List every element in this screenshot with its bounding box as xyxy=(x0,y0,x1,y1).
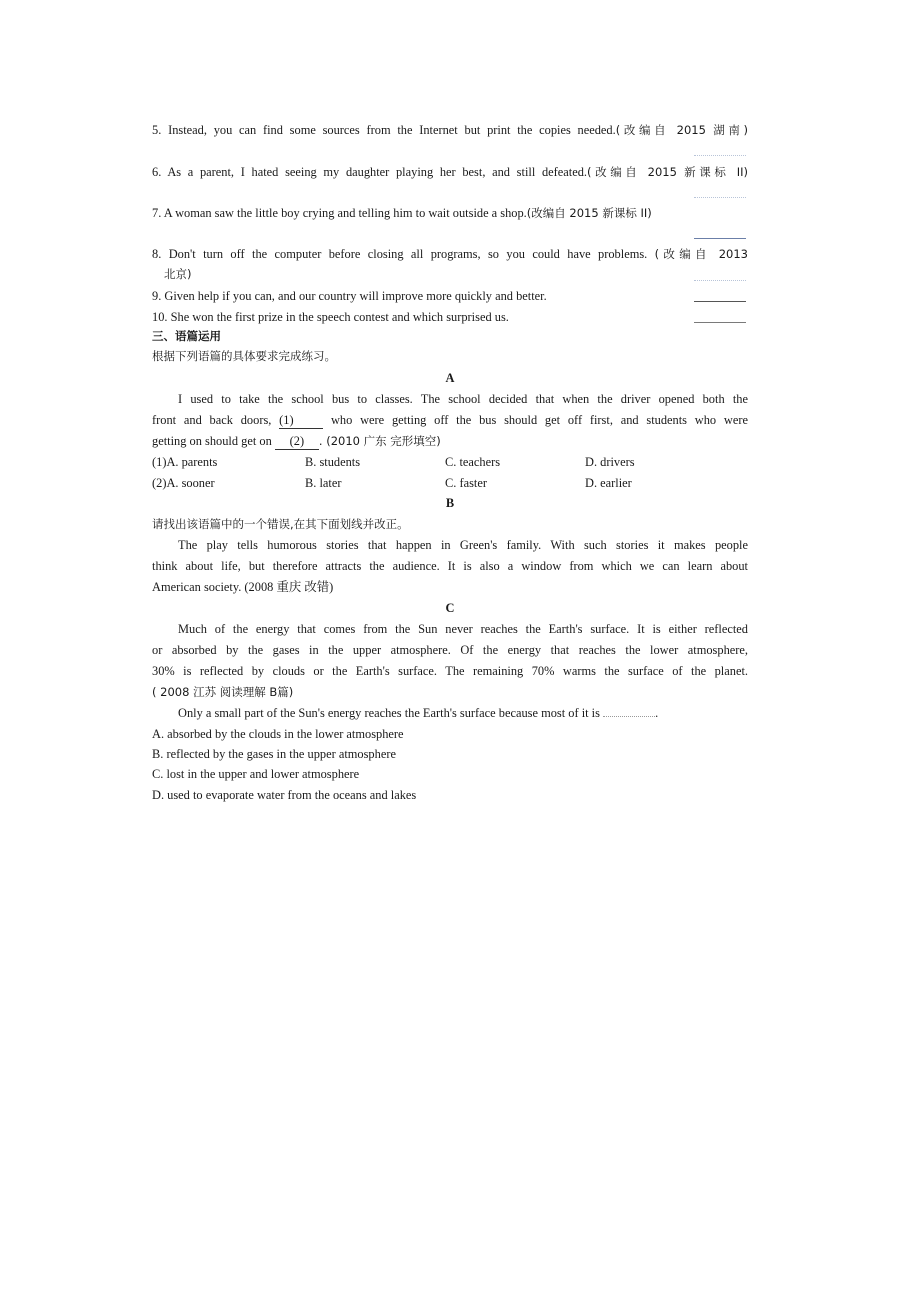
passage-a-line: I used to take the school bus to classes. The school decided that when the driver opened both the xyxy=(178,392,748,406)
item-5 xyxy=(152,122,748,138)
item-source: (改编自 2015 新课标 II) xyxy=(526,206,652,220)
passage-c-line: or absorbed by the gases in the upper atmosphere. Of the energy that reaches the lower atmosphere, xyxy=(152,643,748,657)
option[interactable]: C. teachers xyxy=(445,455,501,469)
passage-c-question xyxy=(178,705,748,721)
item-text: Instead, you can find some sources from the Internet but print the copies needed. xyxy=(168,123,616,137)
option-b[interactable]: B. reflected by the gases in the upper atmosphere xyxy=(152,747,396,761)
option[interactable]: D. earlier xyxy=(585,476,632,490)
answer-blank-5[interactable] xyxy=(694,155,746,156)
item-text: As a parent, I hated seeing my daughter playing her best, and still defeated. xyxy=(167,165,588,179)
item-text: A woman saw the little boy crying and telling him to wait outside a shop. xyxy=(163,206,527,220)
blank-label: (2) xyxy=(289,434,305,448)
item-number: 9. xyxy=(152,289,162,303)
passage-b-instruction: 请找出该语篇中的一个错误,在其下面划线并改正。 xyxy=(152,517,409,531)
item-text: She won the first prize in the speech contest and which surprised us. xyxy=(170,310,509,324)
section-heading: 三、语篇运用 xyxy=(152,329,221,343)
item-number: 5. xyxy=(152,123,162,137)
option-c[interactable]: C. lost in the upper and lower atmosphere xyxy=(152,767,360,781)
item-7 xyxy=(152,205,748,221)
answer-blank-10[interactable] xyxy=(694,322,746,323)
item-text: Don't turn off the computer before closing all programs, so you could have problems. xyxy=(168,247,648,261)
blank-2[interactable] xyxy=(275,433,319,450)
passage-c-source: ( 2008 江苏 阅读理解 B篇) xyxy=(152,685,294,699)
passage-a-line xyxy=(152,412,748,429)
question-text: Only a small part of the Sun's energy reaches the Earth's surface because most of it is xyxy=(178,706,600,720)
item-source: (改编自 2013 xyxy=(654,247,748,261)
passage-b-line: American society. (2008 重庆 改错) xyxy=(152,580,334,594)
item-source: (改编自 2015 湖南) xyxy=(615,123,748,137)
question-blank[interactable] xyxy=(603,716,655,717)
option[interactable]: (2)A. sooner xyxy=(152,476,215,490)
option[interactable]: (1)A. parents xyxy=(152,455,218,469)
item-8-source-cont: 北京) xyxy=(164,267,192,281)
passage-c-line: 30% is reflected by clouds or the Earth's surface. The remaining 70% warms the surface of the planet. xyxy=(152,664,748,678)
item-9 xyxy=(152,288,748,304)
text: front and back doors, xyxy=(152,413,272,427)
source: . (2010 广东 完形填空) xyxy=(318,434,441,448)
option-d[interactable]: D. used to evaporate water from the oceans and lakes xyxy=(152,788,417,802)
item-number: 7. xyxy=(152,206,162,220)
option[interactable]: C. faster xyxy=(445,476,487,490)
item-8 xyxy=(152,246,748,262)
item-source: (改编自 2015 新课标 II) xyxy=(587,165,748,179)
passage-a-label: A xyxy=(445,371,455,385)
option[interactable]: B. later xyxy=(305,476,342,490)
passage-b-line: think about life, but therefore attracts the audience. It is also a window from which we can learn about xyxy=(152,559,748,573)
passage-a-line xyxy=(152,433,748,450)
item-number: 10. xyxy=(152,310,168,324)
passage-b-line: The play tells humorous stories that happen in Green's family. With such stories it makes people xyxy=(178,538,748,552)
item-6 xyxy=(152,164,748,180)
punctuation: . xyxy=(655,706,659,720)
item-number: 6. xyxy=(152,165,162,179)
answer-blank-6[interactable] xyxy=(694,197,746,198)
item-10 xyxy=(152,309,748,325)
option[interactable]: B. students xyxy=(305,455,361,469)
answer-blank-8[interactable] xyxy=(694,280,746,281)
text: getting on should get on xyxy=(152,434,272,448)
blank-1[interactable] xyxy=(279,412,323,429)
answer-blank-9[interactable] xyxy=(694,301,746,302)
section-instruction: 根据下列语篇的具体要求完成练习。 xyxy=(152,349,336,363)
option[interactable]: D. drivers xyxy=(585,455,635,469)
passage-b-label: B xyxy=(445,496,455,510)
item-text: Given help if you can, and our country will improve more quickly and better. xyxy=(164,289,547,303)
blank-label: (1) xyxy=(279,413,294,427)
answer-blank-7[interactable] xyxy=(694,238,746,239)
item-number: 8. xyxy=(152,247,162,261)
text: who were getting off the bus should get off first, and students who were xyxy=(330,413,748,427)
option-a[interactable]: A. absorbed by the clouds in the lower atmosphere xyxy=(152,727,404,741)
passage-c-label: C xyxy=(445,601,455,615)
passage-c-line: Much of the energy that comes from the Sun never reaches the Earth's surface. It is either reflected xyxy=(178,622,748,636)
